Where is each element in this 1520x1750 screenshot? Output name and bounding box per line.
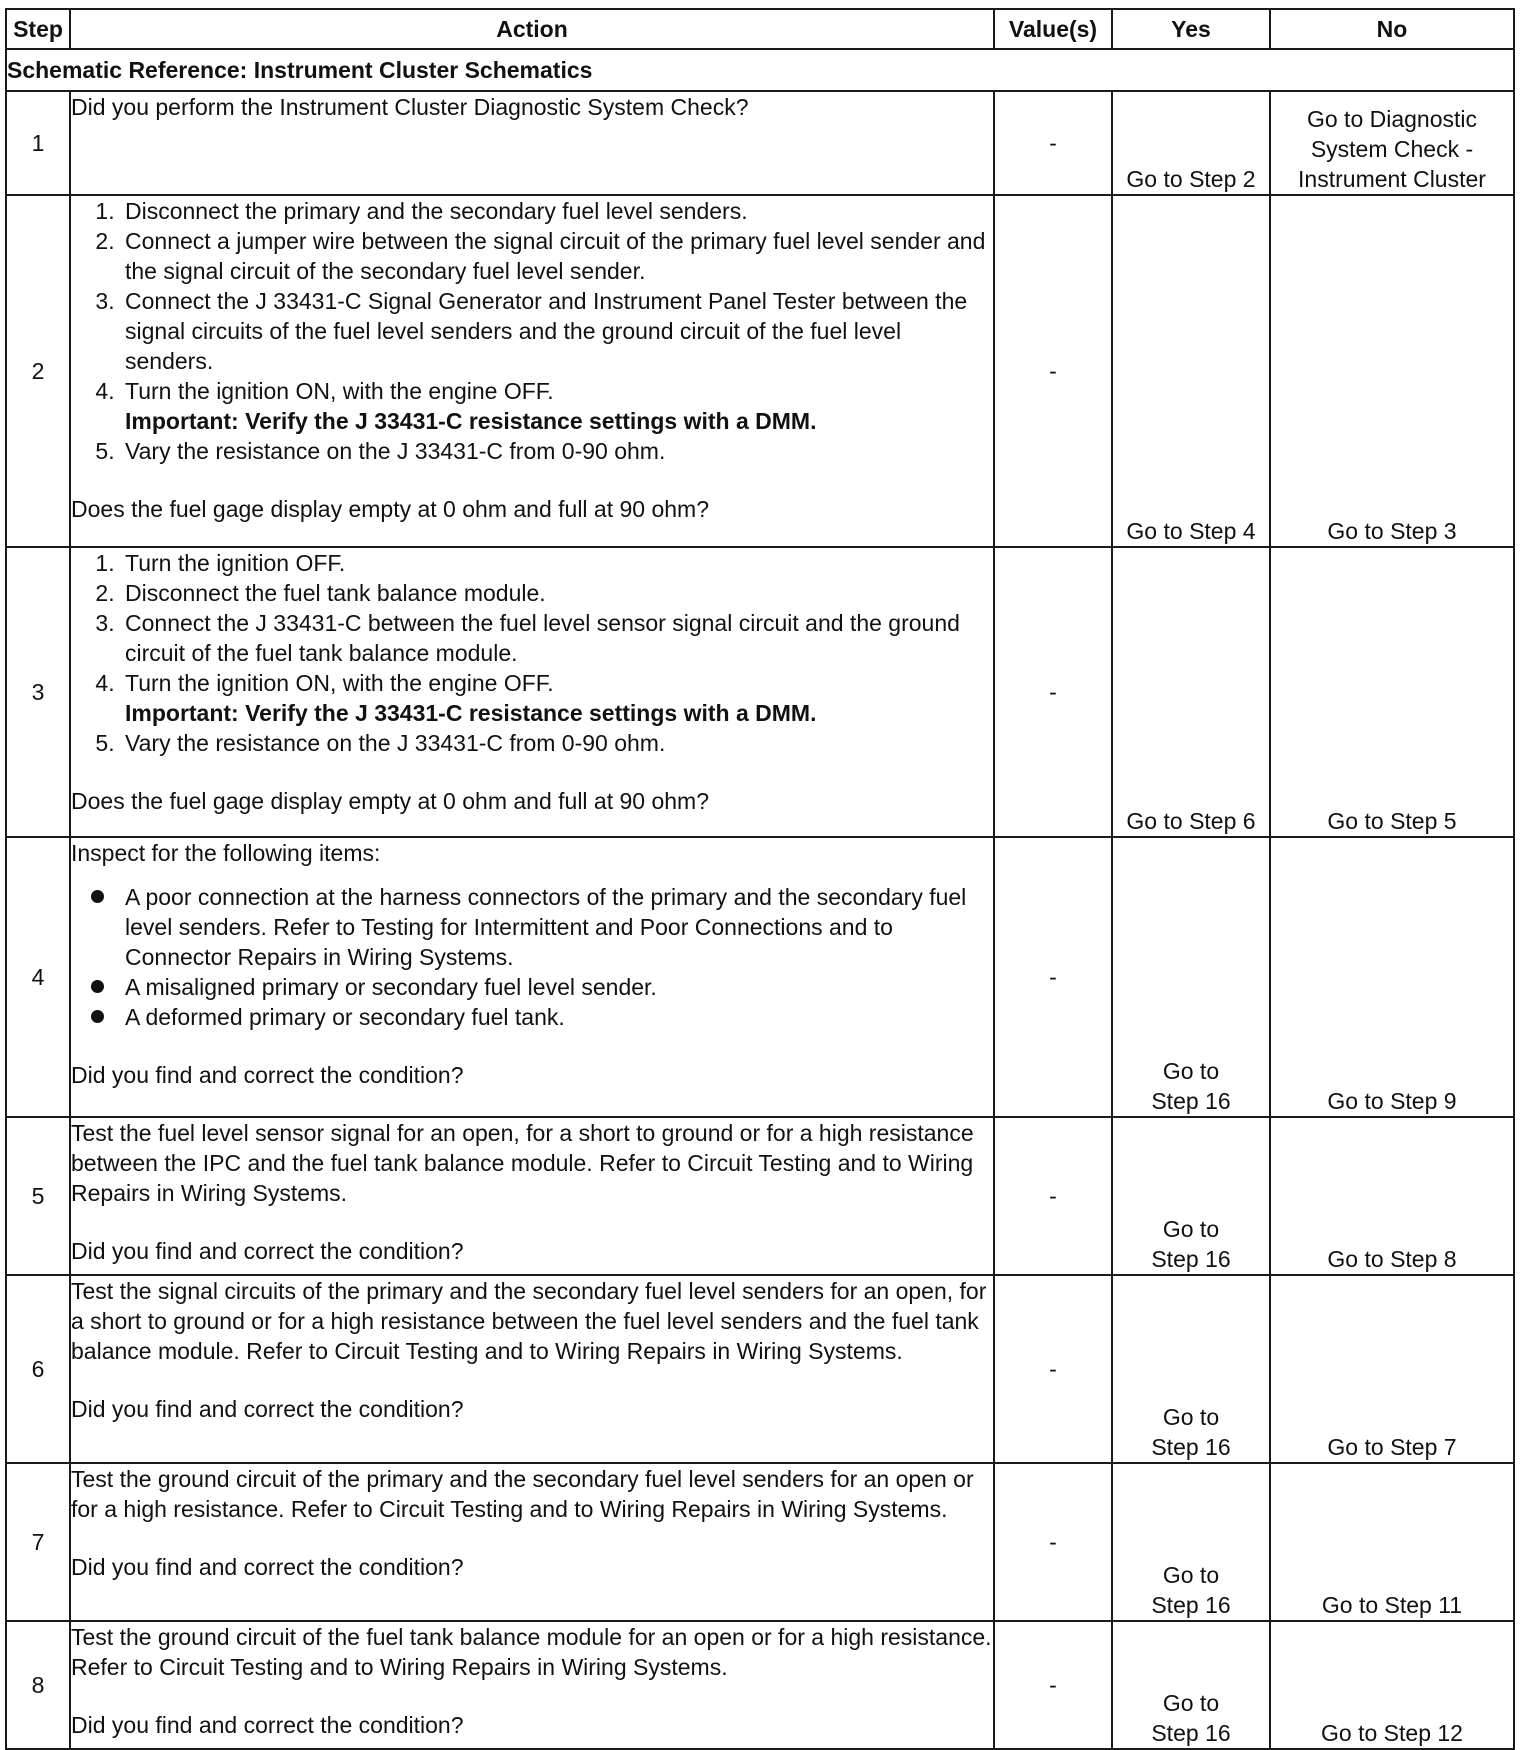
header-action: Action <box>70 9 994 49</box>
action-cell <box>70 1275 994 1463</box>
value-cell: - <box>994 91 1112 195</box>
action-text: Test the ground circuit of the primary and the secondary fuel level senders for an open or for a high resistance. Refer to Circuit Testing and to Wiring Repairs in Wiring Systems. <box>71 1466 974 1522</box>
inspection-item <box>121 1002 993 1032</box>
no-cell: Go to Step 7 <box>1270 1275 1514 1463</box>
yes-cell: Go to Step 6 <box>1112 547 1270 837</box>
action-cell <box>70 1117 994 1275</box>
value-cell: - <box>994 1621 1112 1749</box>
action-question: Does the fuel gage display empty at 0 ohm and full at 90 ohm? <box>71 496 710 522</box>
bullet-icon <box>91 890 104 903</box>
yes-cell: Go to Step 16 <box>1112 1117 1270 1275</box>
procedure-item: 1. Turn the ignition OFF. <box>121 548 993 578</box>
action-cell <box>70 547 994 837</box>
step-number: 6 <box>6 1275 70 1463</box>
inspection-item <box>121 882 993 972</box>
no-cell: Go to Step 9 <box>1270 837 1514 1117</box>
header-row <box>6 9 1514 49</box>
step-number: 8 <box>6 1621 70 1749</box>
bullet-icon <box>91 1010 104 1023</box>
step-number: 3 <box>6 547 70 837</box>
value-cell: - <box>994 547 1112 837</box>
yes-cell: Go to Step 4 <box>1112 195 1270 547</box>
yes-cell: Go to Step 16 <box>1112 1275 1270 1463</box>
step-number: 7 <box>6 1463 70 1621</box>
table-row <box>6 547 1514 837</box>
procedure-item <box>121 376 993 436</box>
table-row <box>6 1117 1514 1275</box>
action-cell <box>70 837 994 1117</box>
procedure-item: 1. Disconnect the primary and the secondary fuel level senders. <box>121 196 993 226</box>
yes-cell: Go to Step 16 <box>1112 1621 1270 1749</box>
table-row <box>6 195 1514 547</box>
step-number: 4 <box>6 837 70 1117</box>
value-cell: - <box>994 1117 1112 1275</box>
action-question: Did you perform the Instrument Cluster Diagnostic System Check? <box>71 94 749 120</box>
no-cell: Go to Step 3 <box>1270 195 1514 547</box>
procedure-item-text: Turn the ignition ON, with the engine OFF. <box>125 378 554 404</box>
diagnostic-table <box>5 8 1515 1750</box>
inspection-item-text: A deformed primary or secondary fuel tank. <box>125 1004 565 1030</box>
bullet-icon <box>91 980 104 993</box>
inspection-item-text: A poor connection at the harness connectors of the primary and the secondary fuel level senders. Refer to Testing for Intermittent and Poor Connections and to Connector Repairs in Wiring Systems. <box>125 884 967 970</box>
procedure-item: 3. Connect the J 33431-C between the fuel level sensor signal circuit and the ground circuit of the fuel tank balance module. <box>121 608 993 668</box>
no-cell: Go to Diagnostic System Check - Instrument Cluster <box>1270 91 1514 195</box>
step-number: 5 <box>6 1117 70 1275</box>
action-cell <box>70 91 994 195</box>
table-row <box>6 1621 1514 1749</box>
header-yes: Yes <box>1112 9 1270 49</box>
action-cell <box>70 1463 994 1621</box>
no-cell: Go to Step 8 <box>1270 1117 1514 1275</box>
procedure-item: 5. Vary the resistance on the J 33431-C from 0-90 ohm. <box>121 728 993 758</box>
value-cell: - <box>994 1275 1112 1463</box>
inspection-item <box>121 972 993 1002</box>
step-number: 2 <box>6 195 70 547</box>
yes-cell: Go to Step 16 <box>1112 837 1270 1117</box>
no-cell: Go to Step 12 <box>1270 1621 1514 1749</box>
procedure-item: 3. Connect the J 33431-C Signal Generator and Instrument Panel Tester between the signal circuits of the fuel level senders and the ground circuit of the fuel level senders. <box>121 286 993 376</box>
action-intro: Inspect for the following items: <box>71 840 381 866</box>
yes-cell: Go to Step 16 <box>1112 1463 1270 1621</box>
no-cell: Go to Step 11 <box>1270 1463 1514 1621</box>
action-question: Did you find and correct the condition? <box>71 1238 464 1264</box>
important-note: Important: Verify the J 33431-C resistance settings with a DMM. <box>125 408 817 434</box>
yes-cell: Go to Step 2 <box>1112 91 1270 195</box>
action-cell <box>70 1621 994 1749</box>
action-question: Did you find and correct the condition? <box>71 1712 464 1738</box>
header-no: No <box>1270 9 1514 49</box>
procedure-item-text: Turn the ignition ON, with the engine OFF. <box>125 670 554 696</box>
value-cell: - <box>994 195 1112 547</box>
step-number: 1 <box>6 91 70 195</box>
action-question: Did you find and correct the condition? <box>71 1396 464 1422</box>
procedure-item: 2. Disconnect the fuel tank balance module. <box>121 578 993 608</box>
table-row <box>6 91 1514 195</box>
header-values: Value(s) <box>994 9 1112 49</box>
header-step: Step <box>6 9 70 49</box>
action-question: Does the fuel gage display empty at 0 ohm and full at 90 ohm? <box>71 788 710 814</box>
action-text: Test the ground circuit of the fuel tank balance module for an open or for a high resistance. Refer to Circuit Testing and to Wiring Repairs in Wiring Systems. <box>71 1624 992 1680</box>
procedure-item: 5. Vary the resistance on the J 33431-C from 0-90 ohm. <box>121 436 993 466</box>
no-cell: Go to Step 5 <box>1270 547 1514 837</box>
procedure-list <box>71 196 993 466</box>
action-text: Test the fuel level sensor signal for an open, for a short to ground or for a high resistance between the IPC and the fuel tank balance module. Refer to Circuit Testing and to Wiring Repairs in Wiring Systems. <box>71 1120 974 1206</box>
schematic-reference: Schematic Reference: Instrument Cluster Schematics <box>6 49 1514 91</box>
procedure-list <box>71 548 993 758</box>
action-question: Did you find and correct the condition? <box>71 1554 464 1580</box>
table-row <box>6 837 1514 1117</box>
inspection-list <box>71 882 993 1032</box>
action-cell <box>70 195 994 547</box>
table-row <box>6 1463 1514 1621</box>
action-question: Did you find and correct the condition? <box>71 1062 464 1088</box>
schematic-reference-row <box>6 49 1514 91</box>
value-cell: - <box>994 837 1112 1117</box>
value-cell: - <box>994 1463 1112 1621</box>
procedure-item <box>121 668 993 728</box>
action-text: Test the signal circuits of the primary and the secondary fuel level senders for an open, for a short to ground or for a high resistance between the fuel level senders and the fuel tank balance module. Refer to Circuit Testing and to Wiring Repairs in Wiring Systems. <box>71 1278 987 1364</box>
important-note: Important: Verify the J 33431-C resistance settings with a DMM. <box>125 700 817 726</box>
inspection-item-text: A misaligned primary or secondary fuel level sender. <box>125 974 657 1000</box>
table-row <box>6 1275 1514 1463</box>
procedure-item: 2. Connect a jumper wire between the signal circuit of the primary fuel level sender and the signal circuit of the secondary fuel level sender. <box>121 226 993 286</box>
